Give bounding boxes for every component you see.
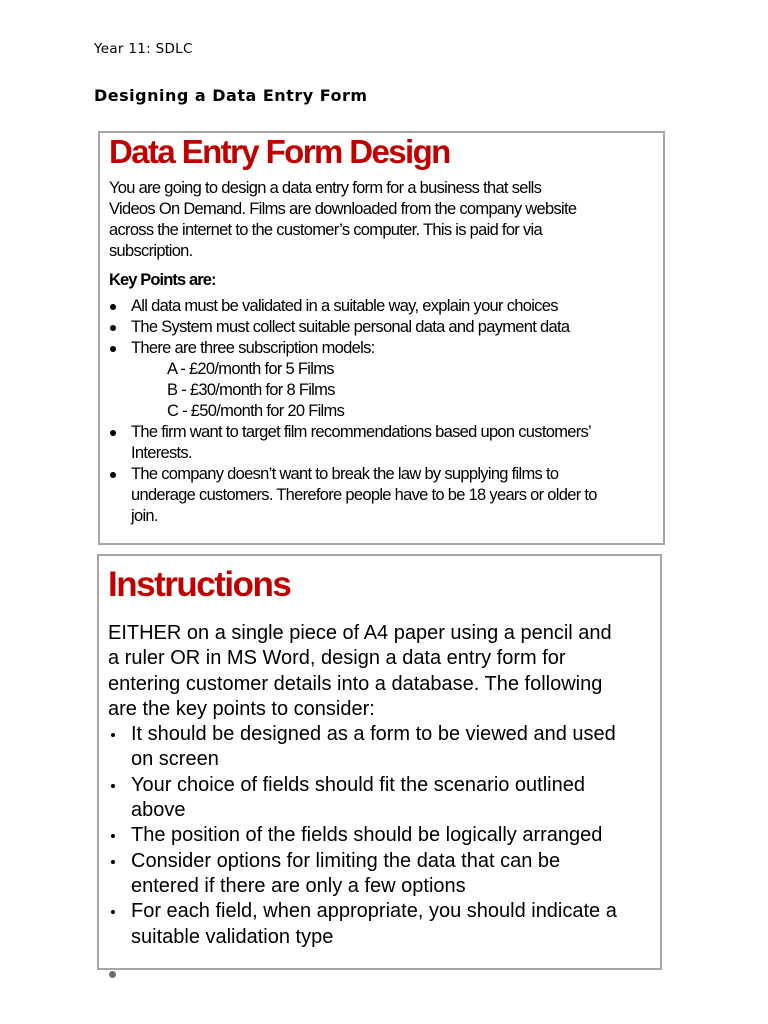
intro-line: You are going to design a data entry form for a business that sells [109,179,542,197]
bullet-icon [110,430,116,436]
instructions-body [108,621,656,950]
key-points-list [109,296,654,527]
bullet-icon [111,910,115,914]
key-point-item [109,464,654,527]
key-point-item [109,317,654,338]
intro-line: EITHER on a single piece of A4 paper using a pencil and [108,622,612,644]
course-header: Year 11: SDLC [94,41,193,57]
instruction-item [108,849,656,900]
key-point-line: The company doesn’t want to break the law by supplying films to [131,465,559,483]
subscription-model: C - £50/month for 20 Films [167,402,345,420]
intro-line: a ruler OR in MS Word, design a data entry form for [108,647,566,670]
instruction-item [108,722,656,773]
bullet-icon [110,304,116,310]
instructions-heading: Instructions [108,565,291,604]
instruction-line: For each field, when appropriate, you should indicate a [131,900,617,923]
scenario-body [109,178,654,527]
subscription-model: A - £20/month for 5 Films [167,360,334,378]
instructions-intro [108,621,656,722]
instructions-box [97,554,662,970]
instruction-line: suitable validation type [131,925,334,948]
key-point-line: The System must collect suitable personal data and payment data [131,318,570,336]
key-point-line: All data must be validated in a suitable way, explain your choices [131,297,558,315]
subscription-model: B - £30/month for 8 Films [167,381,335,399]
bullet-icon [110,325,116,331]
instruction-line: Consider options for limiting the data that can be [131,849,561,872]
intro-line: entering customer details into a database. The following [108,672,603,695]
scenario-intro [109,178,654,262]
intro-line: subscription. [109,242,193,260]
key-point-item [109,422,654,464]
key-point-line: Interests. [131,444,192,462]
instruction-line: above [131,799,186,822]
instruction-item [108,823,656,848]
key-point-line: join. [131,507,158,525]
instruction-item [108,899,656,950]
instruction-line: Your choice of fields should fit the scenario outlined [131,773,585,796]
instruction-item [108,773,656,824]
document-title: Designing a Data Entry Form [94,86,368,105]
intro-line: Videos On Demand. Films are downloaded from the company website [109,200,577,218]
key-point-line: underage customers. Therefore people have to be 18 years or older to [131,486,597,504]
instruction-line: It should be designed as a form to be viewed and used [131,723,616,746]
instruction-line: The position of the fields should be logically arranged [131,824,603,847]
intro-line: are the key points to consider: [108,697,375,720]
instructions-list [108,722,656,950]
key-point-line: There are three subscription models: [131,339,375,357]
key-point-item [109,338,654,422]
bullet-icon [111,784,115,788]
bullet-icon [109,971,116,978]
instruction-line: entered if there are only a few options [131,874,466,897]
key-point-line: The firm want to target film recommendations based upon customers’ [131,423,592,441]
scenario-box [98,131,665,545]
intro-line: across the internet to the customer’s computer. This is paid for via [109,221,542,239]
key-point-item [109,296,654,317]
key-points-label: Key Points are: [109,271,216,289]
scenario-heading: Data Entry Form Design [109,133,450,170]
bullet-icon [110,472,116,478]
bullet-icon [111,834,115,838]
bullet-icon [110,346,116,352]
bullet-icon [111,733,115,737]
instruction-line: on screen [131,748,219,771]
bullet-icon [111,860,115,864]
